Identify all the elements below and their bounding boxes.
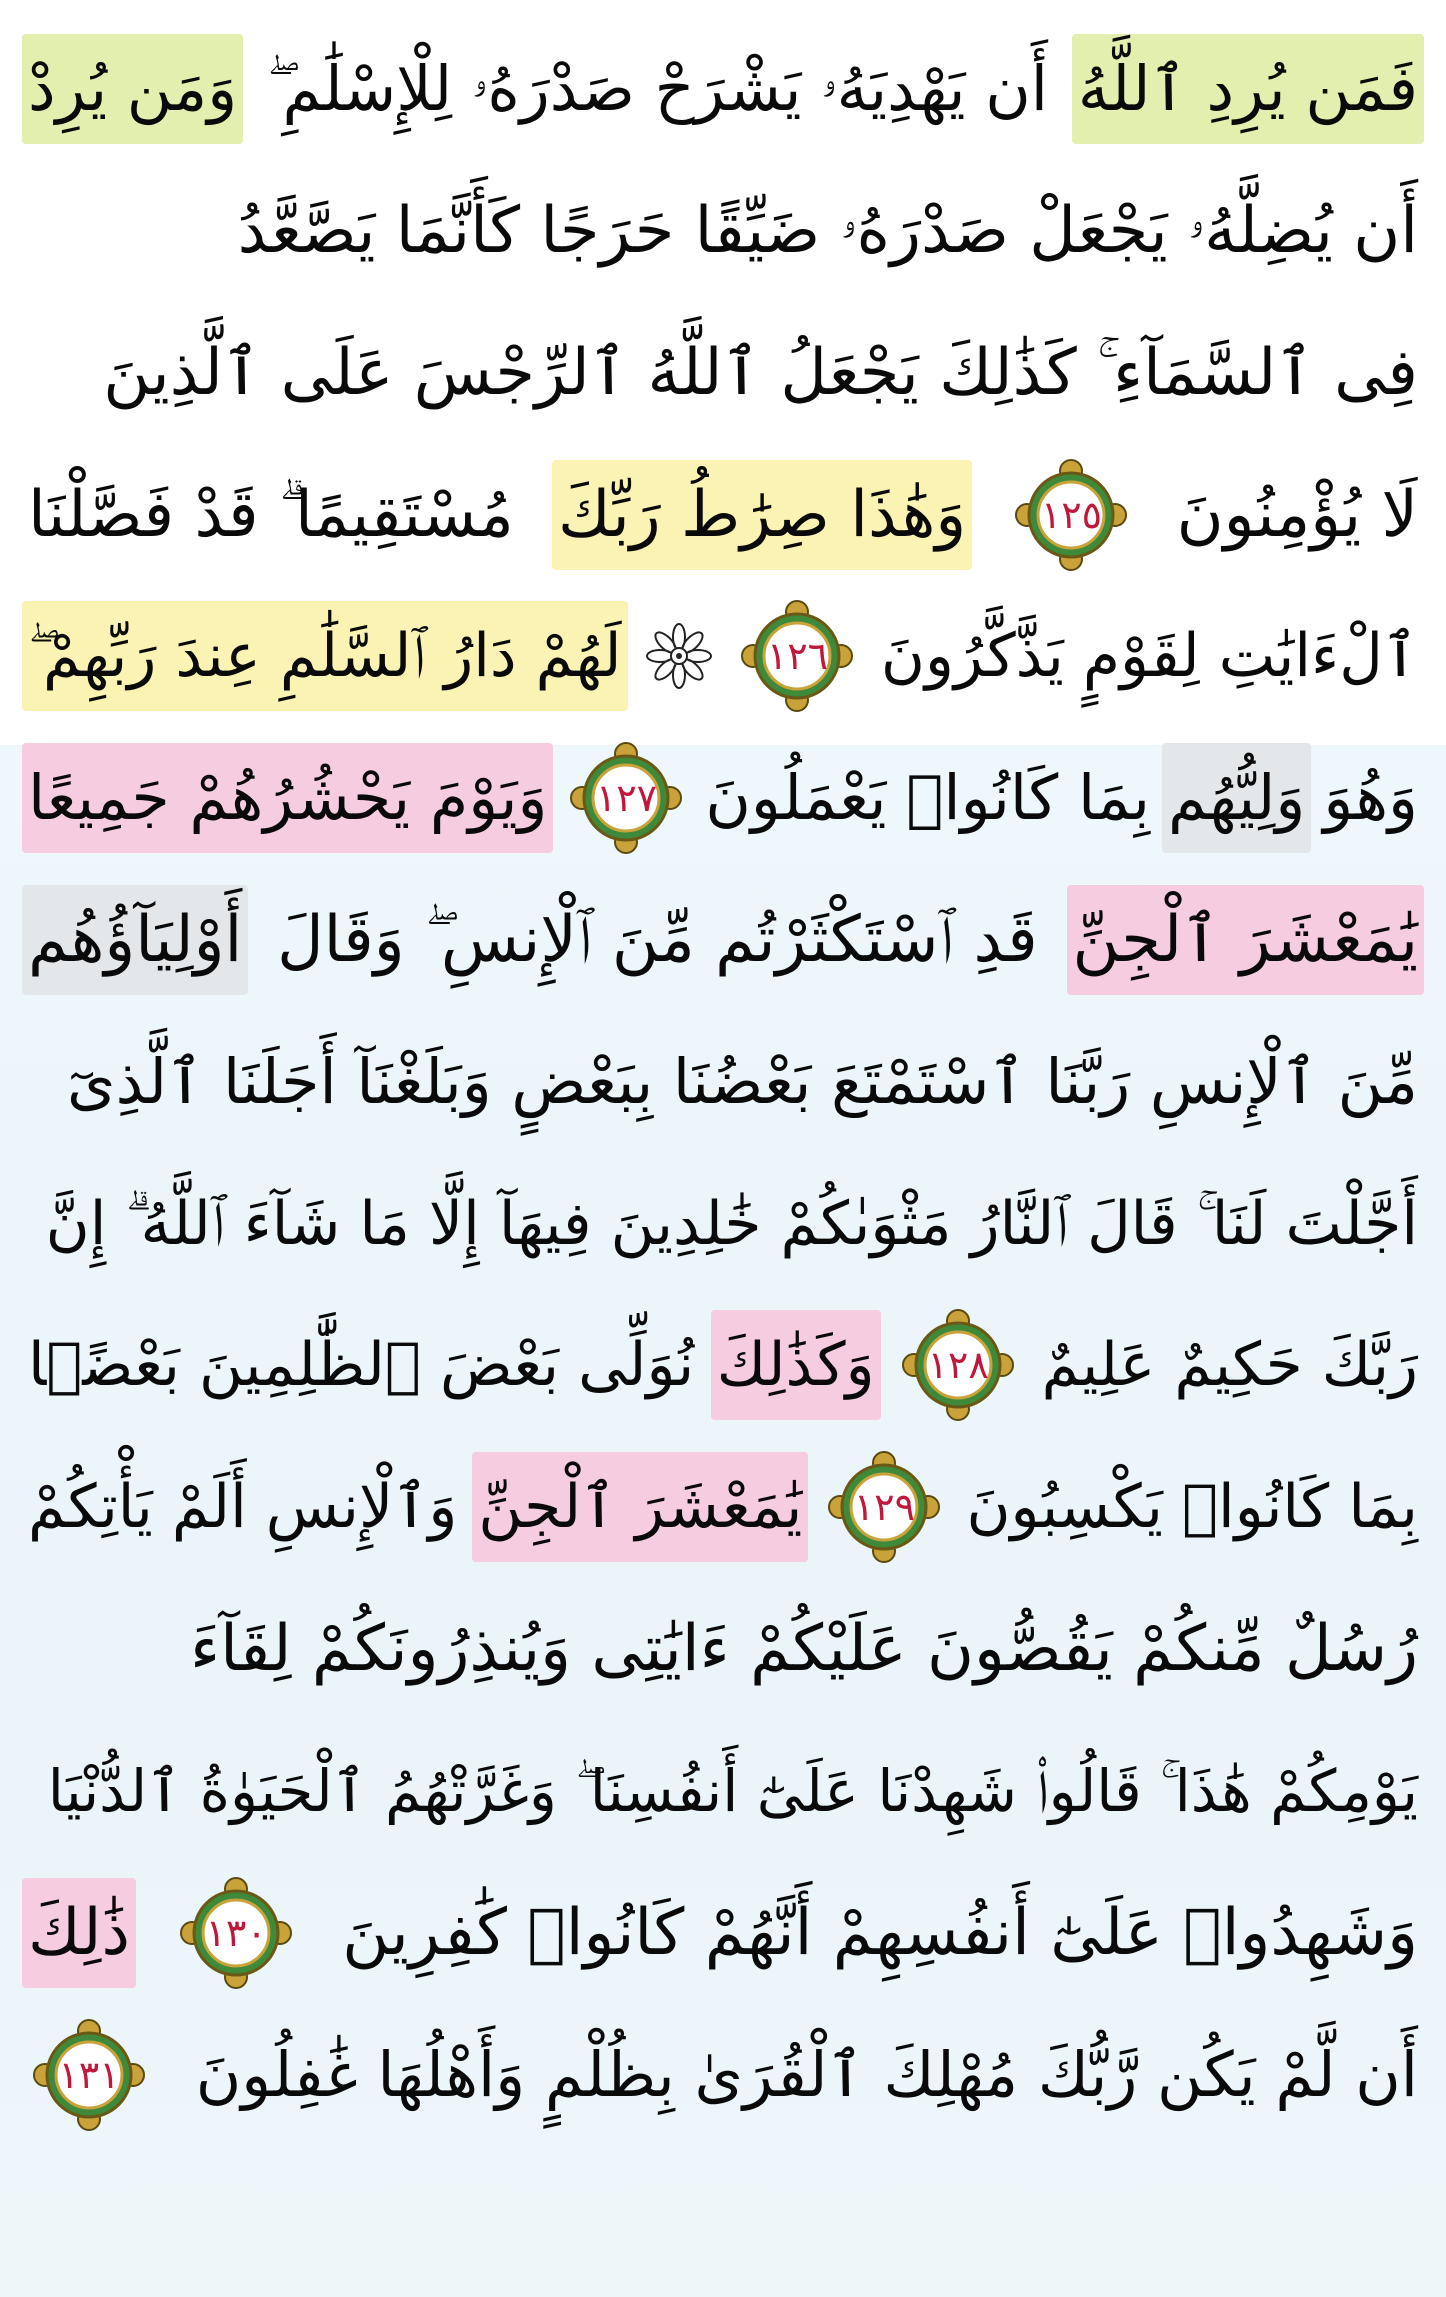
verse-text: قَدِ ٱسْتَكْثَرْتُم مِّنَ ٱلْإِنسِ ۖ وَقَالَ	[277, 903, 1038, 977]
verse-text: أَن لَّمْ يَكُن رَّبُّكَ مُهْلِكَ ٱلْقُرَىٰ بِظُلْمٍ وَأَهْلُهَا غَٰفِلُونَ	[195, 2038, 1418, 2111]
highlighted-verse-text: أَوْلِيَآؤُهُم	[22, 885, 248, 995]
verse-text: فِى ٱلسَّمَآءِ ۚ كَذَٰلِكَ يَجْعَلُ ٱللَّهُ ٱلرِّجْسَ عَلَى ٱلَّذِينَ	[103, 336, 1418, 410]
verse-line	[22, 1301, 1424, 1429]
highlighted-verse-text: يَٰمَعْشَرَ ٱلْجِنِّ	[1067, 885, 1424, 995]
verse-line	[22, 451, 1424, 579]
ayah-number-marker	[825, 1448, 943, 1566]
verse-line	[22, 592, 1424, 720]
highlighted-verse-text: لَهُمْ دَارُ ٱلسَّلَٰمِ عِندَ رَبِّهِمْ ۖ	[22, 601, 628, 711]
verse-line	[22, 25, 1424, 153]
highlighted-verse-text: وَمَن يُرِدْ	[22, 34, 243, 144]
verse-line	[22, 734, 1424, 862]
ayah-number: ١٢٧	[595, 776, 658, 820]
verse-line	[22, 1160, 1424, 1288]
verse-text: مُسْتَقِيمًا ۗ قَدْ فَصَّلْنَا	[28, 478, 514, 552]
verse-text: يَوْمِكُمْ هَٰذَا ۚ قَالُوا۟ شَهِدْنَا عَلَىٰٓ أَنفُسِنَا ۖ وَغَرَّتْهُمُ ٱلْحَيَوٰةُ ٱلدُّنْيَا	[47, 1757, 1418, 1825]
ayah-number-marker	[899, 1306, 1017, 1424]
ayah-number: ١٢٩	[853, 1485, 915, 1529]
verse-text: أَن يُضِلَّهُۥ يَجْعَلْ صَدْرَهُۥ ضَيِّقًا حَرَجًا كَأَنَّمَا يَصَّعَّدُ	[237, 194, 1418, 268]
highlighted-verse-text: وَكَذَٰلِكَ	[711, 1310, 881, 1420]
verse-text: مِّنَ ٱلْإِنسِ رَبَّنَا ٱسْتَمْتَعَ بَعْضُنَا بِبَعْضٍ وَبَلَغْنَآ أَجَلَنَا ٱلَّذِىٓ	[67, 1045, 1418, 1118]
highlighted-verse-text: وَيَوْمَ يَحْشُرُهُمْ جَمِيعًا	[22, 743, 553, 853]
ayah-number-marker	[30, 2016, 148, 2134]
ayah-number: ١٣١	[58, 2053, 120, 2097]
ayah-number-marker	[177, 1874, 295, 1992]
ayah-number: ١٣٠	[205, 1911, 267, 1955]
ayah-number-marker	[1012, 456, 1130, 574]
ayah-number: ١٢٥	[1040, 493, 1103, 537]
hizb-star-icon	[644, 621, 714, 691]
verse-text: وَشَهِدُوا۟ عَلَىٰٓ أَنفُسِهِمْ أَنَّهُمْ كَانُوا۟ كَٰفِرِينَ	[342, 1896, 1418, 1970]
highlighted-verse-text: وَهَٰذَا صِرَٰطُ رَبِّكَ	[552, 460, 972, 570]
verse-line	[22, 1585, 1424, 1713]
highlighted-verse-text: فَمَن يُرِدِ ٱللَّهُ	[1072, 34, 1424, 144]
ayah-number-marker	[738, 597, 856, 715]
ayah-number: ١٢٨	[927, 1343, 989, 1387]
verse-text: رُسُلٌ مِّنكُمْ يَقُصُّونَ عَلَيْكُمْ ءَايَٰتِى وَيُنذِرُونَكُمْ لِقَآءَ	[190, 1612, 1418, 1686]
highlighted-verse-text: وَلِيُّهُم	[1162, 743, 1311, 853]
verse-text: أَن يَهْدِيَهُۥ يَشْرَحْ صَدْرَهُۥ لِلْإِسْلَٰمِ ۖ	[267, 52, 1048, 125]
verse-line	[22, 1443, 1424, 1571]
verse-line	[22, 309, 1424, 437]
verse-text: بِمَا كَانُوا۟ يَعْمَلُونَ	[705, 761, 1151, 834]
verse-text: وَٱلْإِنسِ أَلَمْ يَأْتِكُمْ	[28, 1472, 458, 1542]
verse-text: بِمَا كَانُوا۟ يَكْسِبُونَ	[966, 1472, 1418, 1542]
verse-text: لَا يُؤْمِنُونَ	[1176, 478, 1418, 552]
verse-text: نُوَلِّى بَعْضَ ٱلظَّٰلِمِينَ بَعْضًۢا	[28, 1330, 695, 1400]
verse-line	[22, 876, 1424, 1004]
verse-text: وَهُوَ	[1323, 761, 1418, 834]
verse-line	[22, 1869, 1424, 1997]
verse-text: ٱلْءَايَٰتِ لِقَوْمٍ يَذَّكَّرُونَ	[880, 621, 1418, 691]
verse-text: رَبَّكَ حَكِيمٌ عَلِيمٌ	[1041, 1330, 1418, 1400]
verse-line	[22, 167, 1424, 295]
ayah-number: ١٢٦	[766, 634, 829, 678]
ayah-number-marker	[567, 739, 685, 857]
highlighted-verse-text: يَٰمَعْشَرَ ٱلْجِنِّ	[472, 1452, 808, 1562]
highlighted-verse-text: ذَٰلِكَ	[22, 1878, 136, 1988]
verse-line	[22, 2011, 1424, 2139]
verse-line	[22, 1018, 1424, 1146]
verse-text: أَجَّلْتَ لَنَا ۚ قَالَ ٱلنَّارُ مَثْوَىٰكُمْ خَٰلِدِينَ فِيهَآ إِلَّا مَا شَآءَ ٱللَّهُ ۗ إِنَّ	[45, 1189, 1418, 1259]
verse-line	[22, 1727, 1424, 1855]
